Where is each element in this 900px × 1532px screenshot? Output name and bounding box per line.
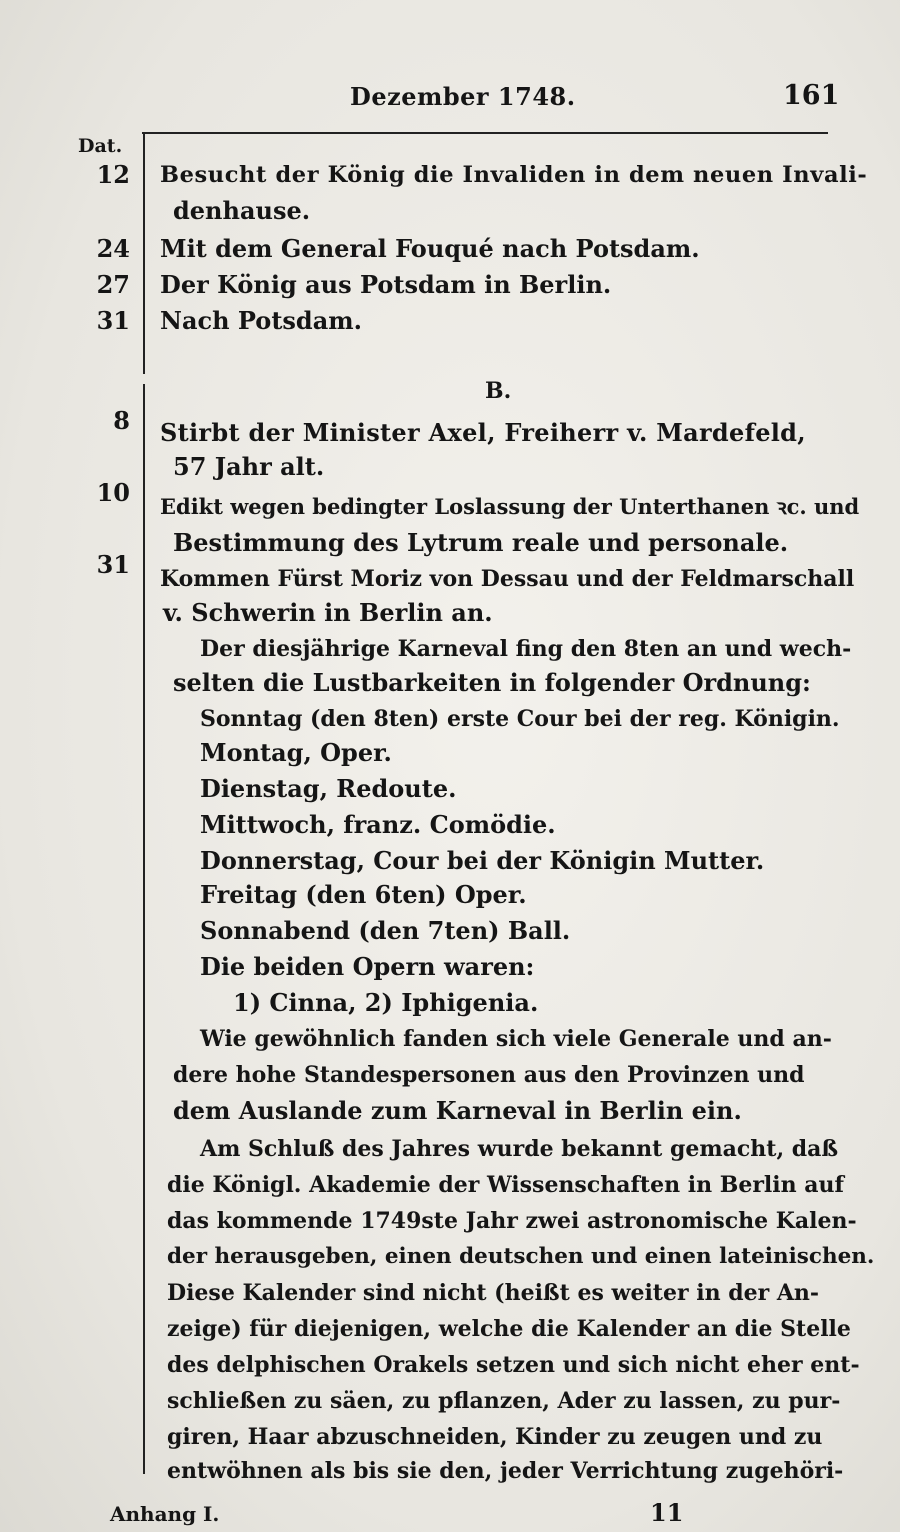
entry-line: Besucht der König die Invaliden in dem neuen Invali- <box>160 162 868 188</box>
signature-mark: Anhang I. <box>110 1502 220 1526</box>
entry-date: 12 <box>96 160 130 189</box>
guests-line: dere hohe Standespersonen aus den Provinzen und <box>173 1062 805 1088</box>
entry-line: Stirbt der Minister Axel, Freiherr v. Mardefeld, <box>160 418 806 447</box>
calendar-line: Diese Kalender sind nicht (heißt es weiter in der An- <box>167 1280 820 1306</box>
calendar-line: entwöhnen als bis sie den, jeder Verrichtung zugehöri- <box>167 1458 844 1484</box>
date-column-label: Dat. <box>78 135 123 157</box>
entry-date: 8 <box>113 406 130 435</box>
page-number: 161 <box>783 80 840 111</box>
entry-date: 24 <box>96 234 130 263</box>
entry-line: 57 Jahr alt. <box>173 452 325 481</box>
date-column-rule-lower <box>143 384 145 1474</box>
entry-date: 31 <box>96 550 130 579</box>
entry-line: Der König aus Potsdam in Berlin. <box>160 270 612 299</box>
operas-intro: Die beiden Opern waren: <box>200 952 535 981</box>
entry-date: 27 <box>96 270 130 299</box>
calendar-line: das kommende 1749ste Jahr zwei astronomische Kalen- <box>167 1208 857 1234</box>
carnival-schedule-item: Sonntag (den 8ten) erste Cour bei der reg. Königin. <box>200 706 840 732</box>
calendar-line: die Königl. Akademie der Wissenschaften in Berlin auf <box>167 1172 845 1198</box>
entry-line: v. Schwerin in Berlin an. <box>163 598 493 627</box>
calendar-line: der herausgeben, einen deutschen und einen lateinischen. <box>167 1244 875 1269</box>
section-heading: B. <box>485 378 512 404</box>
carnival-schedule-item: Freitag (den 6ten) Oper. <box>200 880 527 909</box>
header-rule <box>142 132 828 134</box>
carnival-schedule-item: Dienstag, Redoute. <box>200 774 457 803</box>
guests-line: dem Auslande zum Karneval in Berlin ein. <box>173 1096 742 1125</box>
calendar-line: Am Schluß des Jahres wurde bekannt gemacht, daß <box>200 1136 839 1162</box>
carnival-schedule-item: Mittwoch, franz. Comödie. <box>200 810 556 839</box>
sheet-number: 11 <box>650 1498 684 1527</box>
operas-list: 1) Cinna, 2) Iphigenia. <box>233 988 539 1017</box>
calendar-line: giren, Haar abzuschneiden, Kinder zu zeugen und zu <box>167 1424 823 1450</box>
carnival-schedule-item: Sonnabend (den 7ten) Ball. <box>200 916 571 945</box>
entry-line: denhause. <box>173 196 311 225</box>
entry-line: Nach Potsdam. <box>160 306 362 335</box>
carnival-intro-line: Der diesjährige Karneval fing den 8ten an und wech- <box>200 636 852 662</box>
entry-line: Kommen Fürst Moriz von Dessau und der Feldmarschall <box>160 566 855 592</box>
running-head: Dezember 1748. <box>350 82 576 111</box>
entry-line: Edikt wegen bedingter Loslassung der Unterthanen ꝛc. und <box>160 494 860 519</box>
guests-line: Wie gewöhnlich fanden sich viele Generale und an- <box>200 1026 832 1052</box>
entry-date: 10 <box>96 478 130 507</box>
carnival-schedule-item: Donnerstag, Cour bei der Königin Mutter. <box>200 846 765 875</box>
entry-date: 31 <box>96 306 130 335</box>
carnival-schedule-item: Montag, Oper. <box>200 738 392 767</box>
carnival-intro-line: selten die Lustbarkeiten in folgender Ordnung: <box>173 668 811 697</box>
calendar-line: schließen zu säen, zu pflanzen, Ader zu lassen, zu pur- <box>167 1388 841 1414</box>
entry-line: Mit dem General Fouqué nach Potsdam. <box>160 234 700 263</box>
date-column-rule-upper <box>143 134 145 374</box>
calendar-line: des delphischen Orakels setzen und sich nicht eher ent- <box>167 1352 860 1378</box>
entry-line: Bestimmung des Lytrum reale und personale. <box>173 528 789 557</box>
calendar-line: zeige) für diejenigen, welche die Kalender an die Stelle <box>167 1316 851 1342</box>
